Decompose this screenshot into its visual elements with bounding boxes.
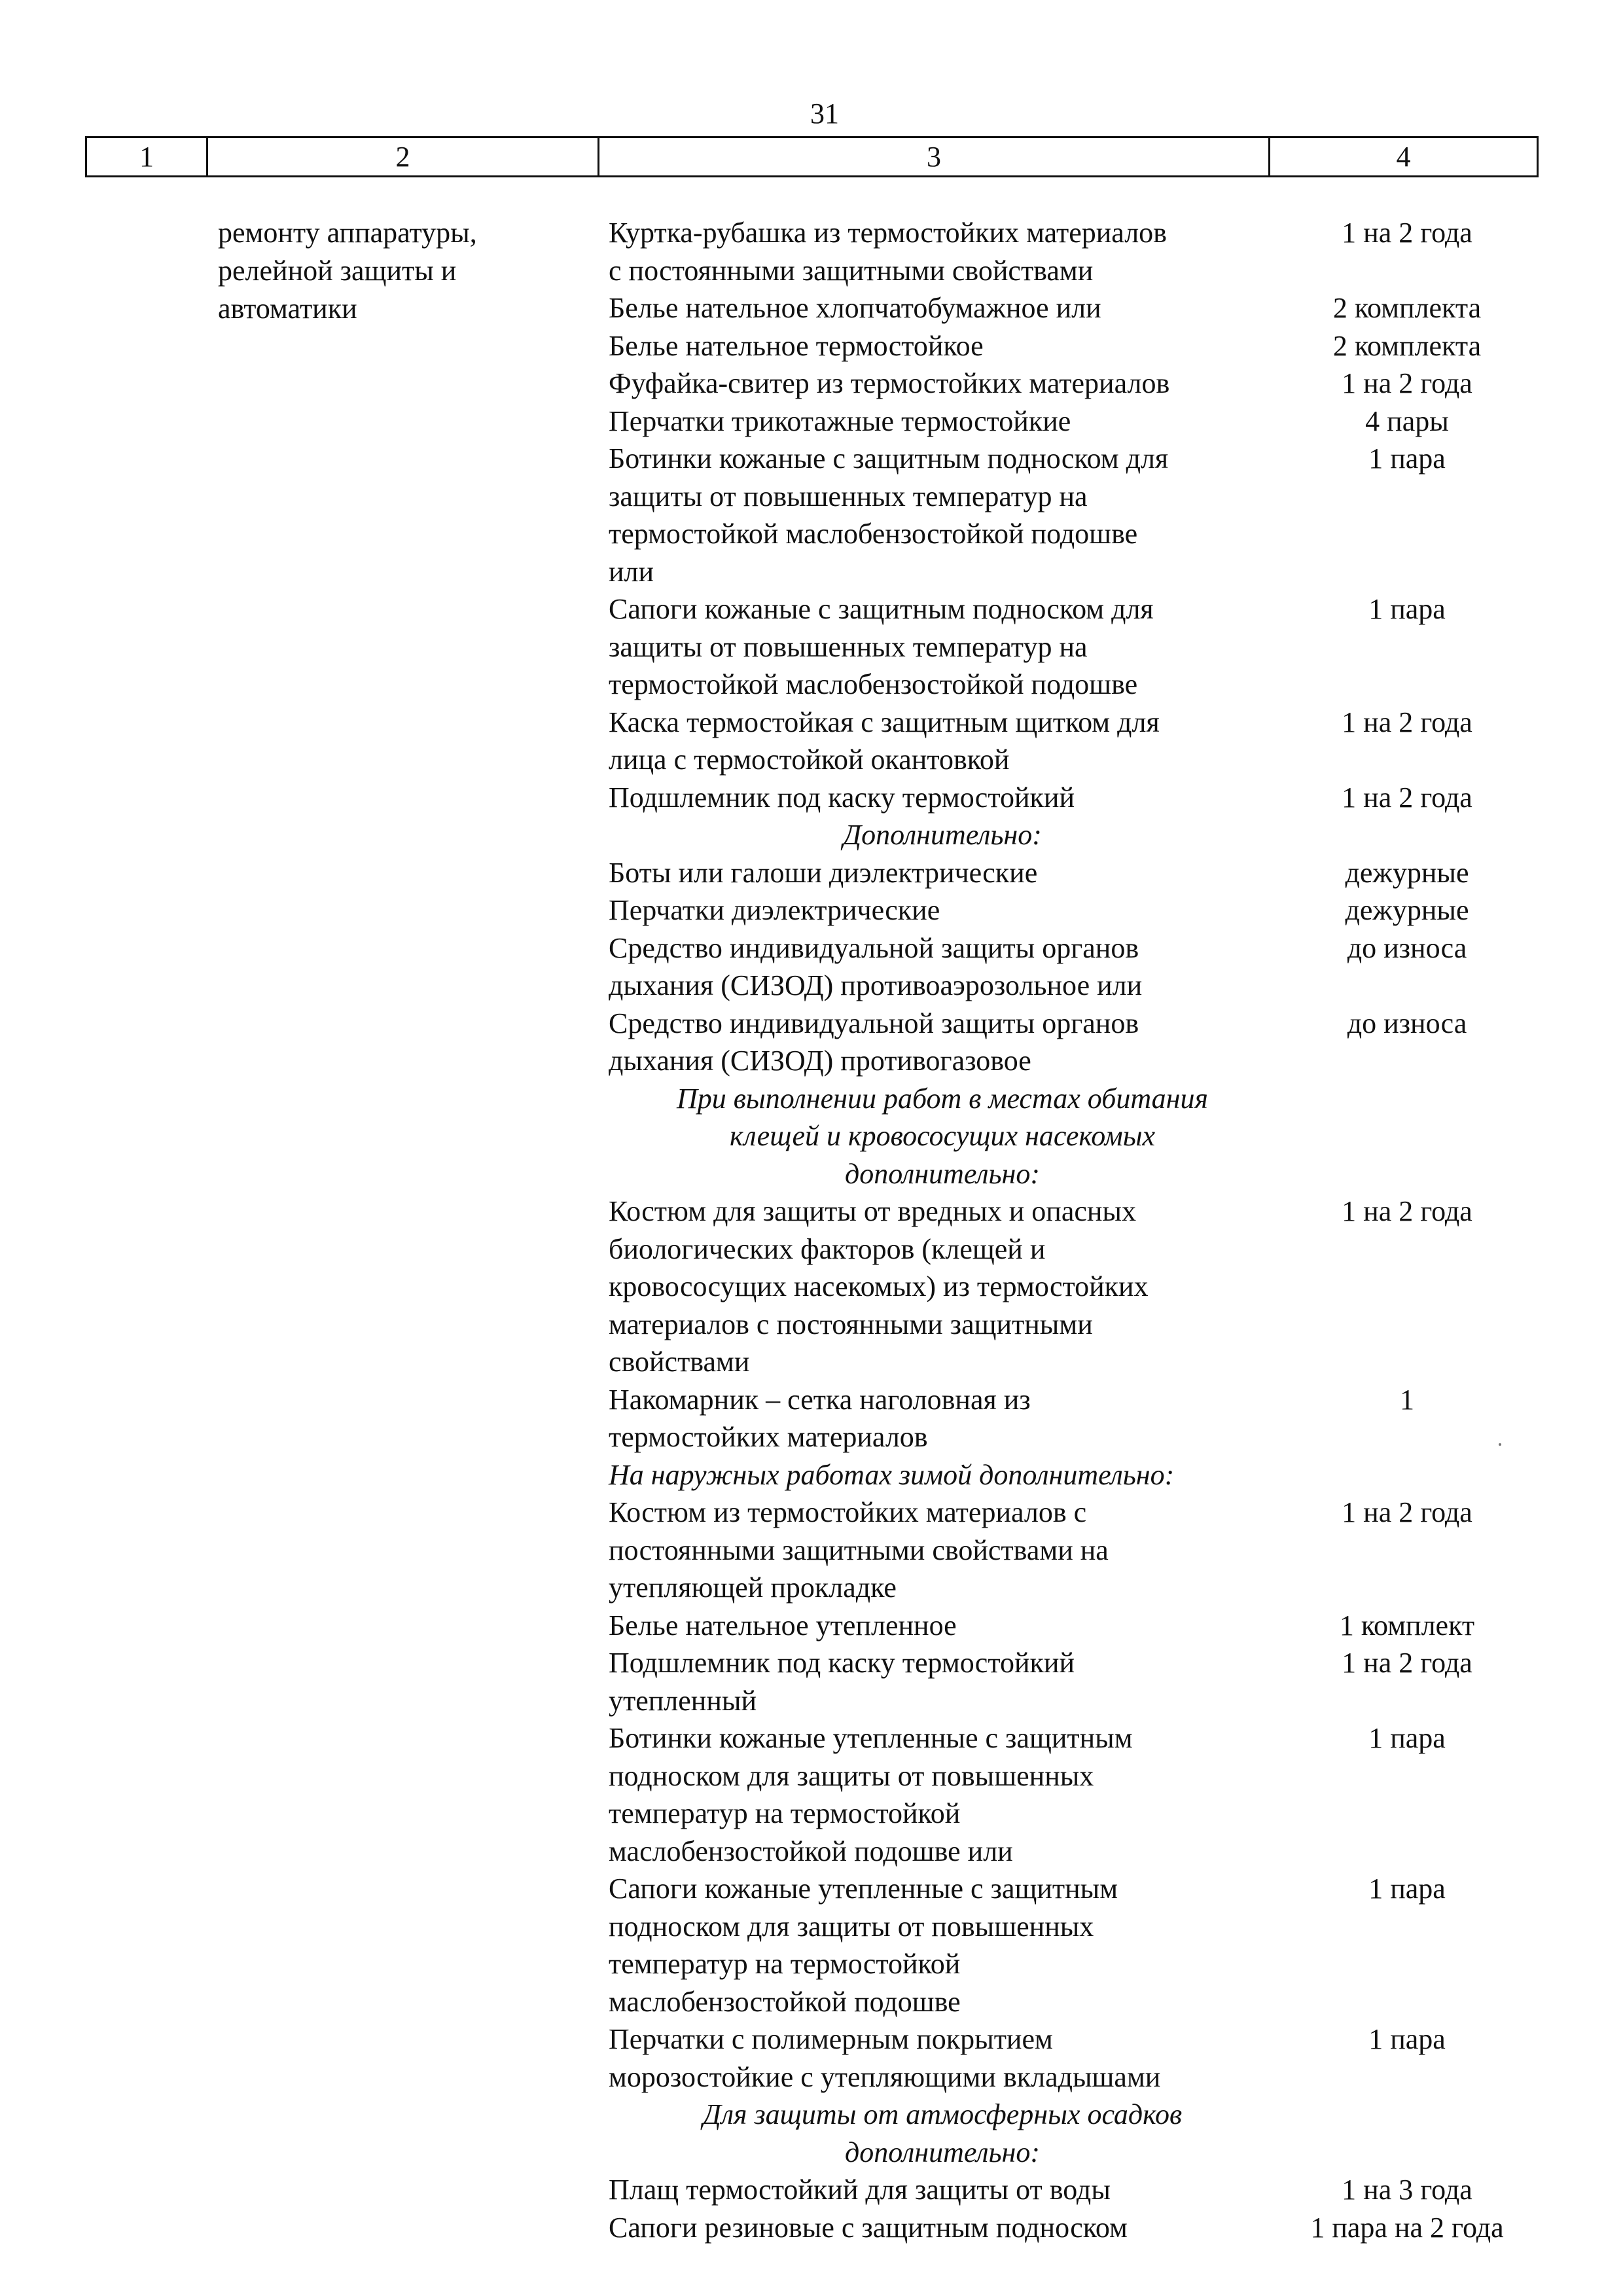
ppe-item-name-line: Подшлемник под каску термостойкий — [609, 781, 1075, 814]
work-type-line: автоматики — [218, 293, 357, 325]
ppe-item-norm: 1 на 2 года — [1342, 706, 1472, 738]
ppe-item-name — [609, 1381, 1276, 1456]
ppe-item-norm: 1 на 2 года — [1342, 1496, 1472, 1528]
ppe-item-name — [609, 2209, 1276, 2247]
ppe-item-name — [609, 854, 1276, 892]
ppe-item-name — [609, 779, 1276, 817]
ppe-item-name — [609, 929, 1276, 1005]
ppe-item-name — [609, 1005, 1276, 1080]
ppe-item-name — [609, 1870, 1276, 2020]
ppe-item-name — [609, 2020, 1276, 2096]
ppe-item-row — [609, 2209, 1538, 2247]
ppe-item-row — [609, 365, 1538, 403]
ppe-item-name — [609, 214, 1276, 289]
ppe-item-name — [609, 440, 1276, 590]
ppe-item-name-line: Костюм из термостойких материалов с — [609, 1496, 1087, 1528]
ppe-item-name-line: Белье нательное утепленное — [609, 1609, 957, 1641]
ppe-item-name — [609, 704, 1276, 779]
ppe-item-norm: дежурные — [1345, 894, 1469, 926]
header-cell-1: 1 — [87, 138, 208, 175]
header-cell-3: 3 — [599, 138, 1270, 175]
ppe-item-name — [609, 1494, 1276, 1607]
work-type-line: ремонту аппаратуры, — [218, 217, 477, 249]
ppe-item-name-line: биологических факторов (клещей и — [609, 1232, 1046, 1265]
ppe-item-name-line: утепляющей прокладке — [609, 1571, 897, 1604]
ppe-item-norm: 1 на 2 года — [1342, 217, 1472, 249]
ppe-item-name-line: термостойкой маслобензостойкой подошве — [609, 518, 1138, 550]
ppe-item-name-line: Перчатки диэлектрические — [609, 894, 940, 926]
ppe-item-name — [609, 1607, 1276, 1645]
ppe-item-name-line: Средство индивидуальной защиты органов — [609, 1007, 1139, 1039]
ppe-item-norm: 1 пара — [1368, 2023, 1446, 2055]
ppe-item-name-line: утепленный — [609, 1684, 757, 1717]
section-heading-line: дополнительно: — [844, 2136, 1041, 2168]
ppe-item-row — [609, 1719, 1538, 1870]
ppe-item-norm: до износа — [1347, 1007, 1467, 1039]
ppe-item-row — [609, 779, 1538, 817]
ppe-item-name-line: с постоянными защитными свойствами — [609, 254, 1094, 287]
ppe-item-norm: 1 на 2 года — [1342, 367, 1472, 399]
ppe-item-name-line: Сапоги кожаные утепленные с защитным — [609, 1873, 1118, 1905]
ppe-item-row — [609, 1870, 1538, 2020]
ppe-item-name-line: Ботинки кожаные с защитным подноском для — [609, 442, 1169, 475]
ppe-item-name — [609, 365, 1276, 403]
work-type-column — [218, 214, 584, 328]
ppe-item-norm: 1 пара — [1368, 1722, 1446, 1754]
ppe-item-row — [609, 929, 1538, 1005]
ppe-item-norm: 1 на 2 года — [1342, 1195, 1472, 1227]
ppe-item-name-line: или — [609, 555, 654, 588]
ppe-item-norm: 1 пара — [1368, 593, 1446, 625]
ppe-item-name-line: дыхания (СИЗОД) противоаэрозольное или — [609, 969, 1143, 1001]
ppe-item-name — [609, 1719, 1276, 1870]
ppe-item-name-line: Костюм для защиты от вредных и опасных — [609, 1195, 1136, 1227]
ppe-item-row — [609, 327, 1538, 365]
ppe-item-row — [609, 403, 1538, 440]
ppe-item-name-line: Подшлемник под каску термостойкий — [609, 1647, 1075, 1679]
header-cell-4: 4 — [1396, 141, 1411, 173]
ppe-item-row — [609, 214, 1538, 289]
ppe-item-name-line: Плащ термостойкий для защиты от воды — [609, 2174, 1111, 2206]
ppe-item-norm: 2 комплекта — [1332, 329, 1482, 362]
ppe-item-name — [609, 403, 1276, 440]
ppe-item-name-line: свойствами — [609, 1346, 750, 1378]
section-heading-line: дополнительно: — [844, 1157, 1041, 1190]
page-number: 31 — [810, 98, 839, 130]
ppe-item-row — [609, 891, 1538, 929]
ppe-item-name-line: Ботинки кожаные утепленные с защитным — [609, 1722, 1133, 1754]
ppe-item-name-line: термостойких материалов — [609, 1421, 928, 1453]
ppe-item-name — [609, 327, 1276, 365]
ppe-item-name — [609, 289, 1276, 327]
ppe-item-norm: 2 комплекта — [1332, 292, 1482, 324]
ppe-item-row — [609, 1381, 1538, 1456]
ppe-item-name-line: Боты или галоши диэлектрические — [609, 856, 1038, 889]
table-header — [85, 136, 1539, 177]
ppe-item-name-line: Сапоги резиновые с защитным подноском — [609, 2211, 1128, 2244]
section-heading — [609, 2096, 1276, 2171]
ppe-item-row — [609, 1607, 1538, 1645]
section-heading-line: Дополнительно: — [843, 819, 1042, 851]
ppe-item-name-line: морозостойкие с утепляющими вкладышами — [609, 2060, 1161, 2093]
ppe-item-name-line: Перчатки трикотажные термостойкие — [609, 404, 1071, 437]
ppe-item-norm: 4 пары — [1365, 404, 1449, 437]
ppe-item-name — [609, 1644, 1276, 1719]
ppe-item-row — [609, 854, 1538, 892]
ppe-item-name-line: лица с термостойкой окантовкой — [609, 744, 1010, 776]
ppe-item-row — [609, 2020, 1538, 2096]
ppe-item-row — [609, 590, 1538, 704]
section-heading-line: клещей и кровососущих насекомых — [729, 1120, 1156, 1152]
ppe-item-name — [609, 1193, 1276, 1381]
ppe-item-row — [609, 2171, 1538, 2209]
ppe-item-name-line: температур на термостойкой — [609, 1797, 961, 1829]
ppe-item-row — [609, 440, 1538, 590]
ppe-item-name-line: кровососущих насекомых) из термостойких — [609, 1270, 1149, 1302]
ppe-item-row — [609, 704, 1538, 779]
ppe-item-norm: дежурные — [1345, 856, 1469, 889]
ppe-item-norm: 1 — [1400, 1383, 1414, 1416]
ppe-item-name-line: постоянными защитными свойствами на — [609, 1534, 1109, 1566]
section-heading-line: Для защиты от атмосферных осадков — [702, 2098, 1183, 2130]
ppe-item-norm: 1 на 2 года — [1342, 1647, 1472, 1679]
ppe-item-name-line: Накомарник – сетка наголовная из — [609, 1383, 1031, 1416]
ppe-item-name-line: Белье нательное хлопчатобумажное или — [609, 292, 1101, 324]
ppe-item-name-line: температур на термостойкой — [609, 1948, 961, 1980]
ppe-item-name-line: дыхания (СИЗОД) противогазовое — [609, 1045, 1031, 1077]
ppe-item-name — [609, 891, 1276, 929]
ppe-item-name — [609, 2171, 1276, 2209]
section-heading — [609, 1456, 1276, 1494]
scan-speck — [1499, 1443, 1501, 1446]
ppe-item-row — [609, 1193, 1538, 1381]
ppe-item-name-line: Белье нательное термостойкое — [609, 329, 984, 362]
ppe-item-norm: до износа — [1347, 931, 1467, 964]
ppe-item-name — [609, 590, 1276, 704]
ppe-item-name-line: Куртка-рубашка из термостойких материалов — [609, 217, 1167, 249]
ppe-item-norm: 1 пара — [1368, 1873, 1446, 1905]
section-heading-line: На наружных работах зимой дополнительно: — [609, 1458, 1175, 1491]
ppe-list — [609, 214, 1538, 2246]
ppe-item-row — [609, 289, 1538, 327]
ppe-item-name-line: маслобензостойкой подошве или — [609, 1835, 1013, 1867]
header-cell-2: 2 — [208, 138, 599, 175]
ppe-item-name-line: материалов с постоянными защитными — [609, 1308, 1093, 1340]
ppe-item-name-line: маслобензостойкой подошве — [609, 1985, 961, 2018]
ppe-item-name-line: защиты от повышенных температур на — [609, 480, 1088, 512]
ppe-item-name-line: Перчатки с полимерным покрытием — [609, 2023, 1053, 2055]
ppe-item-norm: 1 пара — [1368, 442, 1446, 475]
ppe-item-name-line: Средство индивидуальной защиты органов — [609, 931, 1139, 964]
ppe-item-name-line: Фуфайка-свитер из термостойких материалов — [609, 367, 1170, 399]
section-heading — [609, 816, 1276, 854]
ppe-item-name-line: Каска термостойкая с защитным щитком для — [609, 706, 1160, 738]
ppe-item-norm: 1 комплект — [1339, 1609, 1475, 1641]
work-type-line: релейной защиты и — [218, 255, 457, 287]
ppe-item-name-line: подноском для защиты от повышенных — [609, 1759, 1094, 1792]
ppe-item-row — [609, 1494, 1538, 1607]
ppe-item-norm: 1 на 3 года — [1342, 2174, 1472, 2206]
ppe-item-row — [609, 1005, 1538, 1080]
ppe-item-name-line: термостойкой маслобензостойкой подошве — [609, 668, 1138, 700]
ppe-item-name-line: защиты от повышенных температур на — [609, 630, 1088, 663]
ppe-item-norm: 1 на 2 года — [1342, 781, 1472, 814]
section-heading — [609, 1080, 1276, 1193]
ppe-item-name-line: подноском для защиты от повышенных — [609, 1910, 1094, 1943]
section-heading-line: При выполнении работ в местах обитания — [677, 1082, 1208, 1115]
ppe-item-norm: 1 пара на 2 года — [1310, 2211, 1504, 2244]
ppe-item-row — [609, 1644, 1538, 1719]
ppe-item-name-line: Сапоги кожаные с защитным подноском для — [609, 593, 1154, 625]
